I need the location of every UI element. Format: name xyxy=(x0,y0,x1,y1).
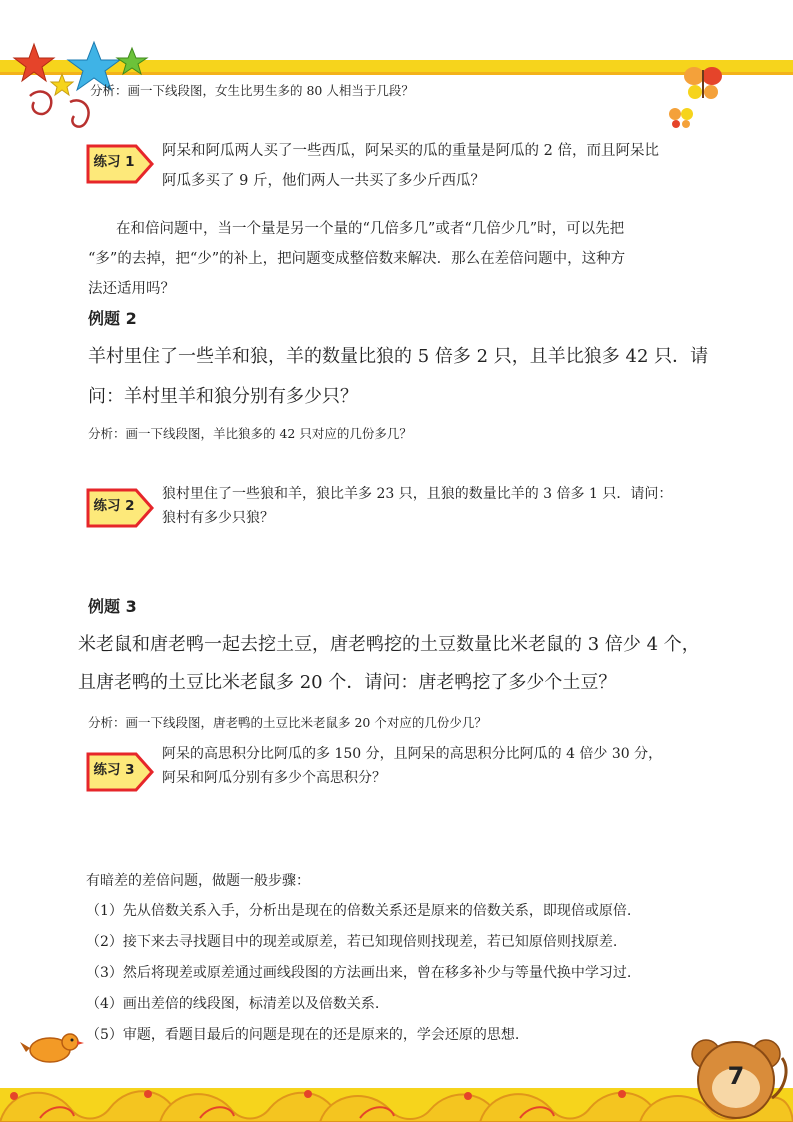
star-icon xyxy=(117,48,147,74)
practice-2-line: 狼村里住了一些狼和羊，狼比羊多 23 只，且狼的数量比羊的 3 倍多 1 只．请问： xyxy=(162,486,673,502)
analysis-text: 分析：画一下线段图，女生比男生多的 80 人相当于几段？ xyxy=(90,83,414,98)
step-item: （4）画出差倍的线段图，标清差以及倍数关系. xyxy=(86,996,380,1012)
example-3-heading: 例题 3 xyxy=(88,597,137,616)
bird-icon xyxy=(20,1028,84,1068)
example-2-analysis: 分析：画一下线段图，羊比狼多的 42 只对应的几份多几？ xyxy=(88,426,412,441)
intro-line: 法还适用吗？ xyxy=(88,281,175,297)
page-number: 7 xyxy=(727,1062,745,1090)
footer-decoration xyxy=(0,1038,793,1122)
example-2-line: 问：羊村里羊和狼分别有多少只？ xyxy=(88,386,358,407)
example-3-line: 且唐老鸭的土豆比米老鼠多 20 个．请问：唐老鸭挖了多少个土豆？ xyxy=(78,672,617,693)
example-3-analysis: 分析：画一下线段图，唐老鸭的土豆比米老鼠多 20 个对应的几份少几？ xyxy=(88,715,487,730)
practice-3-line: 阿呆和阿瓜分别有多少个高思积分？ xyxy=(162,770,386,786)
practice-2-text xyxy=(162,482,742,530)
steps-title: 有暗差的差倍问题，做题一般步骤： xyxy=(86,873,310,889)
practice-tag-label: 练习 2 xyxy=(93,498,135,514)
practice-tag xyxy=(84,750,152,790)
practice-tag xyxy=(84,486,152,526)
practice-tag xyxy=(84,142,152,182)
step-item: （3）然后将现差或原差通过画线段图的方法画出来，曾在移多补少与等量代换中学习过. xyxy=(86,965,632,981)
example-2-text xyxy=(88,340,738,414)
star-icon xyxy=(51,74,73,95)
example-3-line: 米老鼠和唐老鸭一起去挖土豆，唐老鸭挖的土豆数量比米老鼠的 3 倍少 4 个， xyxy=(78,634,700,655)
practice-1-line: 阿瓜多买了 9 斤，他们两人一共买了多少斤西瓜？ xyxy=(162,173,485,189)
practice-1-text xyxy=(162,136,742,196)
example-3-text xyxy=(78,628,758,700)
butterfly-icon xyxy=(668,106,694,130)
intro-paragraph xyxy=(88,214,728,304)
step-item: （2）接下来去寻找题目中的现差或原差，若已知现倍则找现差，若已知原倍则找原差. xyxy=(86,934,618,950)
intro-line: “多”的去掉，把“少”的补上，把问题变成整倍数来解决．那么在差倍问题中，这种方 xyxy=(88,251,626,267)
example-2-line: 羊村里住了一些羊和狼，羊的数量比狼的 5 倍多 2 只，且羊比狼多 42 只．请 xyxy=(88,346,709,367)
steps-list xyxy=(86,902,746,1057)
intro-line: 在和倍问题中，当一个量是另一个量的“几倍多几”或者“几倍少几”时，可以先把 xyxy=(116,221,625,237)
practice-2-line: 狼村有多少只狼？ xyxy=(162,510,274,526)
practice-3-line: 阿呆的高思积分比阿瓜的多 150 分，且阿呆的高思积分比阿瓜的 4 倍少 30 分， xyxy=(162,746,663,762)
example-2-heading: 例题 2 xyxy=(88,309,137,328)
practice-tag-label: 练习 3 xyxy=(93,762,135,778)
practice-3-text xyxy=(162,742,742,790)
step-item: （1）先从倍数关系入手，分析出是现在的倍数关系还是原来的倍数关系，即现倍或原倍. xyxy=(86,903,632,919)
step-item: （5）审题，看题目最后的问题是现在的还是原来的，学会还原的思想. xyxy=(86,1027,520,1043)
practice-tag-label: 练习 1 xyxy=(93,154,135,170)
practice-1-line: 阿呆和阿瓜两人买了一些西瓜，阿呆买的瓜的重量是阿瓜的 2 倍，而且阿呆比 xyxy=(162,143,659,159)
star-icon xyxy=(14,44,54,81)
